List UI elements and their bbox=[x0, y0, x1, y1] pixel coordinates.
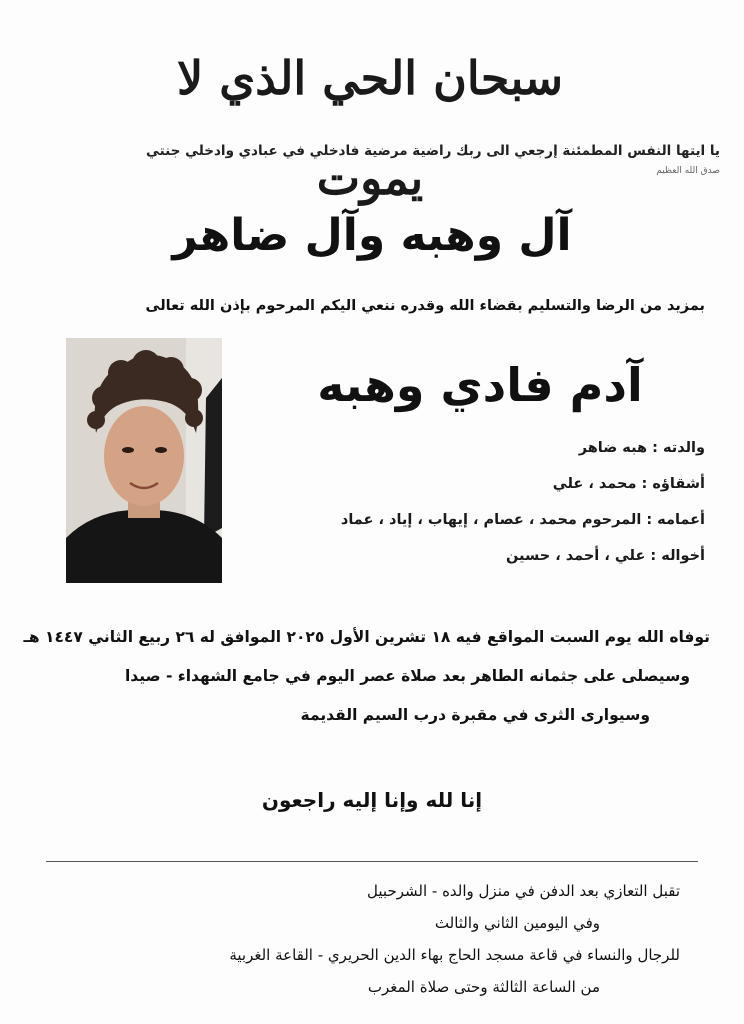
verse-attribution: صدق الله العظيم bbox=[656, 166, 720, 176]
death-date-line: توفاه الله يوم السبت المواقع فيه ١٨ تشرين الأول ٢٠٢٥ الموافق له ٢٦ ربيع الثاني ١٤٤٧ هـ bbox=[23, 628, 710, 646]
family-names: آل وهبه وآل ضاهر bbox=[172, 210, 572, 261]
death-details bbox=[23, 618, 710, 735]
relative-mother: والدته : هبه ضاهر bbox=[578, 440, 705, 456]
condolence-line: للرجال والنساء في قاعة مسجد الحاج بهاء الدين الحريري - القاعة الغربية bbox=[229, 946, 680, 964]
burial-line: وسيوارى الثرى في مقبرة درب السيم القديمة bbox=[300, 706, 650, 724]
relative-maternal-uncles: أخواله : علي ، أحمد ، حسين bbox=[505, 548, 705, 564]
relatives-list bbox=[250, 430, 705, 574]
deceased-photo bbox=[66, 338, 222, 583]
calligraphy-header: سبحان الحي الذي لا يموت bbox=[177, 51, 563, 205]
quran-verse: يا ايتها النفس المطمئنة إرجعي الى ربك راضية مرضية فادخلي في عبادي وادخلي جنتي bbox=[146, 143, 720, 159]
condolence-line: تقبل التعازي بعد الدفن في منزل والده - الشرحبيل bbox=[367, 882, 680, 900]
relative-brothers: أشقاؤه : محمد ، علي bbox=[552, 476, 705, 492]
funeral-prayer-line: وسيصلى على جثمانه الطاهر بعد صلاة عصر اليوم في جامع الشهداء - صيدا bbox=[124, 667, 690, 685]
section-divider bbox=[46, 861, 698, 862]
condolence-line: وفي اليومين الثاني والثالث bbox=[434, 914, 600, 932]
condolence-line: من الساعة الثالثة وحتى صلاة المغرب bbox=[367, 978, 600, 996]
condolence-details bbox=[40, 875, 680, 1003]
announcement-intro: بمزيد من الرضا والتسليم بقضاء الله وقدره ننعي اليكم المرحوم بإذن الله تعالى bbox=[145, 298, 705, 314]
portrait-illustration bbox=[66, 338, 222, 583]
relative-paternal-uncles: أعمامه : المرحوم محمد ، عصام ، إيهاب ، إياد ، عماد bbox=[340, 512, 705, 528]
closing-phrase: إنا لله وإنا إليه راجعون bbox=[261, 788, 483, 812]
deceased-name: آدم فادي وهبه bbox=[317, 358, 643, 412]
